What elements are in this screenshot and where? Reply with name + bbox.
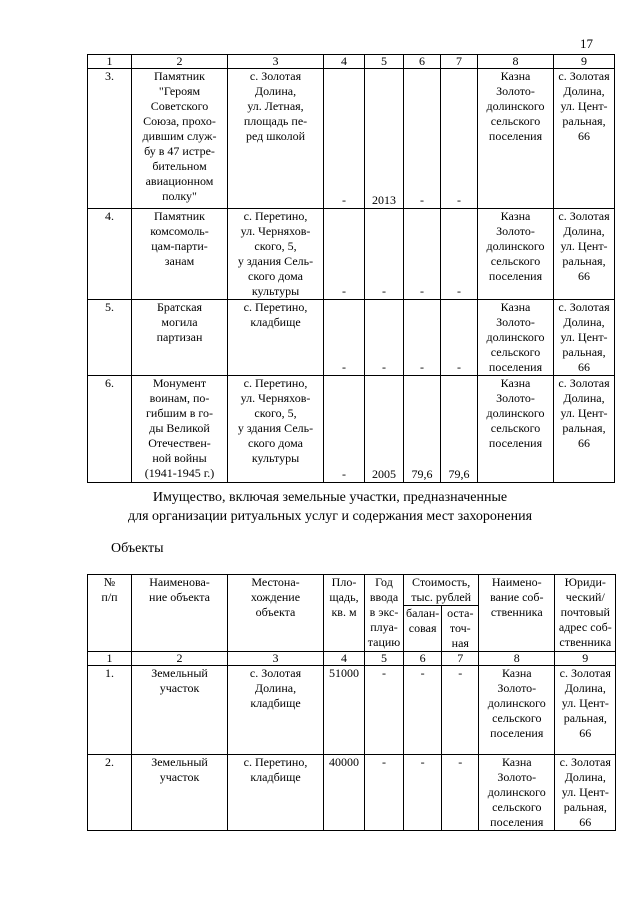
row-number: 2.: [88, 755, 132, 831]
owner-name-line: долинского: [486, 239, 545, 253]
commission-year: 2013: [365, 69, 404, 209]
owner-address-line: 66: [578, 269, 590, 283]
object-area: 40000: [324, 755, 365, 831]
object-name-line: ной войны: [152, 451, 207, 465]
column-number: 9: [554, 55, 615, 69]
owner-address-line: ральная,: [562, 421, 606, 435]
column-number: 5: [365, 652, 404, 666]
header-line: Наименова-: [149, 575, 210, 589]
header-line: ная: [451, 636, 469, 650]
owner-address-line: ул. Цент-: [560, 99, 608, 113]
object-location-line: у здания Сель-: [237, 254, 314, 268]
residual-cost: -: [441, 209, 478, 300]
owner-address-line: 66: [578, 360, 590, 374]
object-location-line: кладбище: [250, 770, 301, 784]
owner-address-line: с. Золотая: [558, 300, 610, 314]
object-name-line: участок: [159, 770, 200, 784]
object-name-line: (1941-1945 г.): [144, 466, 215, 480]
object-location-line: Долина,: [254, 681, 297, 695]
object-location: [228, 666, 324, 755]
owner-address: [554, 300, 615, 376]
object-location-line: с. Перетино,: [243, 209, 308, 223]
owner-name-line: Золото-: [496, 315, 535, 329]
header-line: п/п: [101, 590, 118, 604]
column-number: 1: [88, 652, 132, 666]
object-name: [132, 209, 228, 300]
header-owner: [479, 575, 555, 652]
owner-address-line: ул. Цент-: [561, 696, 609, 710]
header-line: Пло-: [331, 575, 357, 589]
owner-address-line: ул. Цент-: [560, 406, 608, 420]
object-location-line: кладбище: [250, 696, 301, 710]
header-line: №: [103, 575, 116, 589]
column-number: 6: [404, 55, 441, 69]
page-number: 17: [580, 36, 593, 51]
owner-address-line: Долина,: [563, 84, 605, 98]
header-balance: [404, 606, 442, 652]
owner-name-line: сельского: [490, 345, 541, 359]
owner-name-line: Казна: [501, 755, 532, 769]
object-location-line: ред школой: [246, 129, 305, 143]
object-area: 51000: [324, 666, 365, 755]
section-heading-line: для организации ритуальных услуг и содержания мест захоронения: [127, 509, 533, 524]
owner-address-line: с. Золотая: [559, 666, 611, 680]
header-line: кв. м: [331, 605, 357, 619]
object-location-line: ского, 5,: [254, 239, 297, 253]
row-number: 1.: [88, 666, 132, 755]
owner-name-line: поселения: [488, 129, 543, 143]
owner-address-line: ральная,: [563, 711, 607, 725]
owner-address-line: 66: [578, 129, 590, 143]
owner-name-line: сельского: [490, 114, 541, 128]
owner-name: [478, 376, 554, 483]
owner-name-line: сельского: [490, 421, 541, 435]
commission-year: -: [365, 300, 404, 376]
table-row: [88, 755, 616, 831]
owner-address: [554, 376, 615, 483]
object-name-line: могила: [161, 315, 198, 329]
column-number: 6: [404, 652, 442, 666]
header-line: вание соб-: [490, 590, 544, 604]
owner-name-line: сельского: [490, 254, 541, 268]
table-row: [88, 666, 616, 755]
object-name-line: полку": [162, 189, 197, 203]
owner-address-line: 66: [579, 726, 592, 740]
object-name-line: Памятник: [153, 209, 206, 223]
table2-header: [88, 575, 616, 652]
commission-year: -: [365, 209, 404, 300]
object-name-line: бительном: [152, 159, 207, 173]
column-number: 8: [479, 652, 555, 666]
object-name: [132, 376, 228, 483]
header-residual: [442, 606, 479, 652]
object-location: [228, 209, 324, 300]
owner-address-line: 66: [579, 815, 592, 829]
object-name-line: партизан: [156, 330, 203, 344]
header-location: [228, 575, 324, 652]
header-area: [324, 575, 365, 652]
residual-cost: -: [442, 666, 479, 755]
column-number: 5: [365, 55, 404, 69]
owner-address-line: 66: [578, 436, 590, 450]
owner-name-line: Казна: [500, 376, 531, 390]
header-line: адрес соб-: [558, 620, 612, 634]
object-name: [132, 755, 228, 831]
owner-address-line: с. Золотая: [558, 69, 610, 83]
object-location: [228, 69, 324, 209]
owner-address: [554, 69, 615, 209]
owner-address-line: ральная,: [562, 254, 606, 268]
residual-cost: -: [441, 69, 478, 209]
owner-name-line: поселения: [490, 726, 544, 740]
object-name-line: Памятник: [153, 69, 206, 83]
owner-address: [555, 666, 616, 755]
ritual-property-table: [87, 574, 616, 831]
object-area: -: [324, 69, 365, 209]
column-number: 4: [324, 652, 365, 666]
object-name-line: Монумент: [152, 376, 207, 390]
object-name-line: воинам, по-: [149, 391, 210, 405]
owner-name: [478, 300, 554, 376]
owner-address-line: Долина,: [563, 391, 605, 405]
header-line: тыс. рублей: [411, 590, 472, 604]
balance-cost: -: [404, 755, 442, 831]
header-no: [88, 575, 132, 652]
object-location-line: культуры: [251, 284, 300, 298]
owner-name-line: Золото-: [496, 391, 535, 405]
header-line: тацию: [367, 635, 401, 649]
owner-name-line: поселения: [488, 436, 543, 450]
object-location: [228, 376, 324, 483]
column-number: 4: [324, 55, 365, 69]
object-name-line: цам-парти-: [151, 239, 208, 253]
object-location-line: с. Перетино,: [243, 300, 308, 314]
object-location-line: с. Перетино,: [243, 755, 308, 769]
owner-address-line: с. Золотая: [558, 209, 610, 223]
header-line: Наимено-: [491, 575, 542, 589]
header-line: оста-: [447, 606, 474, 620]
row-number: 3.: [88, 69, 132, 209]
balance-cost: -: [404, 69, 441, 209]
objects-label: Объекты: [111, 541, 164, 556]
object-name: [132, 300, 228, 376]
object-name-line: дившим служ-: [142, 129, 217, 143]
residual-cost: -: [442, 755, 479, 831]
owner-name-line: Казна: [500, 300, 531, 314]
header-name: [132, 575, 228, 652]
owner-address-line: Долина,: [564, 770, 606, 784]
owner-name-line: Золото-: [496, 224, 535, 238]
residual-cost: 79,6: [441, 376, 478, 483]
table-row: [88, 376, 615, 483]
header-line: ние объекта: [149, 590, 210, 604]
object-location-line: с. Золотая: [249, 666, 302, 680]
commission-year: -: [365, 666, 404, 755]
object-location-line: ул. Черняхов-: [240, 224, 311, 238]
owner-name-line: поселения: [488, 269, 543, 283]
row-number: 4.: [88, 209, 132, 300]
commission-year: 2005: [365, 376, 404, 483]
header-line: точ-: [449, 621, 471, 635]
object-location-line: культуры: [251, 451, 300, 465]
table-row: [88, 300, 615, 376]
object-name-line: Советского: [150, 99, 209, 113]
object-location-line: кладбище: [250, 315, 301, 329]
owner-address-line: ральная,: [562, 345, 606, 359]
owner-name-line: Казна: [500, 209, 531, 223]
row-number: 6.: [88, 376, 132, 483]
owner-address-line: ральная,: [562, 114, 606, 128]
owner-name-line: долинского: [486, 99, 545, 113]
owner-address: [554, 209, 615, 300]
commission-year: -: [365, 755, 404, 831]
column-number: 9: [555, 652, 616, 666]
object-location: [228, 300, 324, 376]
owner-address-line: с. Золотая: [558, 376, 610, 390]
balance-cost: 79,6: [404, 376, 441, 483]
header-line: ввода: [369, 590, 399, 604]
object-name-line: Братская: [156, 300, 203, 314]
header-line: почтовый: [560, 605, 610, 619]
balance-cost: -: [404, 666, 442, 755]
object-location-line: ского дома: [248, 436, 303, 450]
owner-name: [478, 209, 554, 300]
object-location-line: Долина,: [254, 84, 297, 98]
header-line: Стоимость,: [411, 575, 471, 589]
header-line: Юриди-: [564, 575, 606, 589]
column-number: 7: [442, 652, 479, 666]
owner-address: [555, 755, 616, 831]
object-location-line: у здания Сель-: [237, 421, 314, 435]
owner-address-line: ул. Цент-: [560, 239, 608, 253]
object-name-line: гибшим в го-: [146, 406, 213, 420]
header-line: в экс-: [369, 605, 399, 619]
object-area: -: [324, 209, 365, 300]
column-number-row: [88, 55, 615, 69]
owner-address-line: Долина,: [563, 315, 605, 329]
header-year: [365, 575, 404, 652]
owner-address-line: Долина,: [563, 224, 605, 238]
object-name: [132, 69, 228, 209]
column-number: 2: [132, 55, 228, 69]
object-name-line: занам: [164, 254, 195, 268]
header-line: совая: [408, 621, 437, 635]
object-name-line: Отечествен-: [148, 436, 211, 450]
column-number: 8: [478, 55, 554, 69]
object-location-line: ул. Черняхов-: [240, 391, 311, 405]
owner-address-line: ул. Цент-: [561, 785, 609, 799]
object-name-line: Земельный: [151, 755, 208, 769]
owner-name: [479, 755, 555, 831]
header-line: балан-: [406, 606, 440, 620]
owner-name-line: долинского: [486, 330, 545, 344]
balance-cost: -: [404, 300, 441, 376]
object-name-line: бу в 47 истре-: [144, 144, 215, 158]
owner-name-line: Золото-: [497, 681, 537, 695]
header-line: Местона-: [251, 575, 300, 589]
owner-name-line: Казна: [501, 666, 532, 680]
owner-name: [478, 69, 554, 209]
owner-name-line: поселения: [488, 360, 543, 374]
owner-address-line: ральная,: [563, 800, 607, 814]
object-name-line: авиационном: [145, 174, 214, 188]
header-line: плуа-: [370, 620, 398, 634]
header-cost: [404, 575, 479, 606]
owner-name-line: поселения: [490, 815, 544, 829]
owner-address-line: с. Золотая: [559, 755, 611, 769]
owner-name-line: Казна: [500, 69, 531, 83]
header-line: щадь,: [329, 590, 359, 604]
column-number-row: [88, 652, 616, 666]
object-location-line: с. Золотая: [249, 69, 302, 83]
object-name-line: Земельный: [151, 666, 208, 680]
object-location-line: с. Перетино,: [243, 376, 308, 390]
owner-name: [479, 666, 555, 755]
balance-cost: -: [404, 209, 441, 300]
owner-name-line: сельского: [492, 711, 542, 725]
owner-address-line: ул. Цент-: [560, 330, 608, 344]
header-address: [555, 575, 616, 652]
object-location: [228, 755, 324, 831]
owner-address-line: Долина,: [564, 681, 606, 695]
column-number: 3: [228, 652, 324, 666]
section-heading: [80, 488, 580, 526]
header-line: ственника: [490, 605, 543, 619]
owner-name-line: долинского: [486, 406, 545, 420]
object-area: -: [324, 376, 365, 483]
column-number: 7: [441, 55, 478, 69]
owner-name-line: Золото-: [497, 770, 537, 784]
object-name: [132, 666, 228, 755]
object-area: -: [324, 300, 365, 376]
header-line: ственника: [559, 635, 612, 649]
object-location-line: ул. Летная,: [247, 99, 304, 113]
header-line: ческий/: [565, 590, 605, 604]
object-name-line: "Героям: [158, 84, 201, 98]
owner-name-line: долинского: [487, 696, 546, 710]
object-location-line: площадь пе-: [243, 114, 308, 128]
header-line: хождение: [250, 590, 301, 604]
owner-name-line: Золото-: [496, 84, 535, 98]
object-location-line: ского, 5,: [254, 406, 297, 420]
table-row: [88, 209, 615, 300]
table-row: [88, 69, 615, 209]
residual-cost: -: [441, 300, 478, 376]
table2-body: [88, 652, 616, 831]
object-name-line: участок: [159, 681, 200, 695]
section-heading-line: Имущество, включая земельные участки, предназначенные: [152, 490, 508, 505]
header-line: Год: [375, 575, 393, 589]
object-name-line: ды Великой: [149, 421, 210, 435]
row-number: 5.: [88, 300, 132, 376]
property-table-continued: [87, 54, 615, 483]
owner-name-line: долинского: [487, 785, 546, 799]
column-number: 2: [132, 652, 228, 666]
object-name-line: Союза, прохо-: [143, 114, 216, 128]
column-number: 1: [88, 55, 132, 69]
owner-name-line: сельского: [492, 800, 542, 814]
table1-body: [88, 55, 615, 483]
header-line: объекта: [255, 605, 296, 619]
column-number: 3: [228, 55, 324, 69]
object-name-line: комсомоль-: [150, 224, 209, 238]
object-location-line: ского дома: [248, 269, 303, 283]
